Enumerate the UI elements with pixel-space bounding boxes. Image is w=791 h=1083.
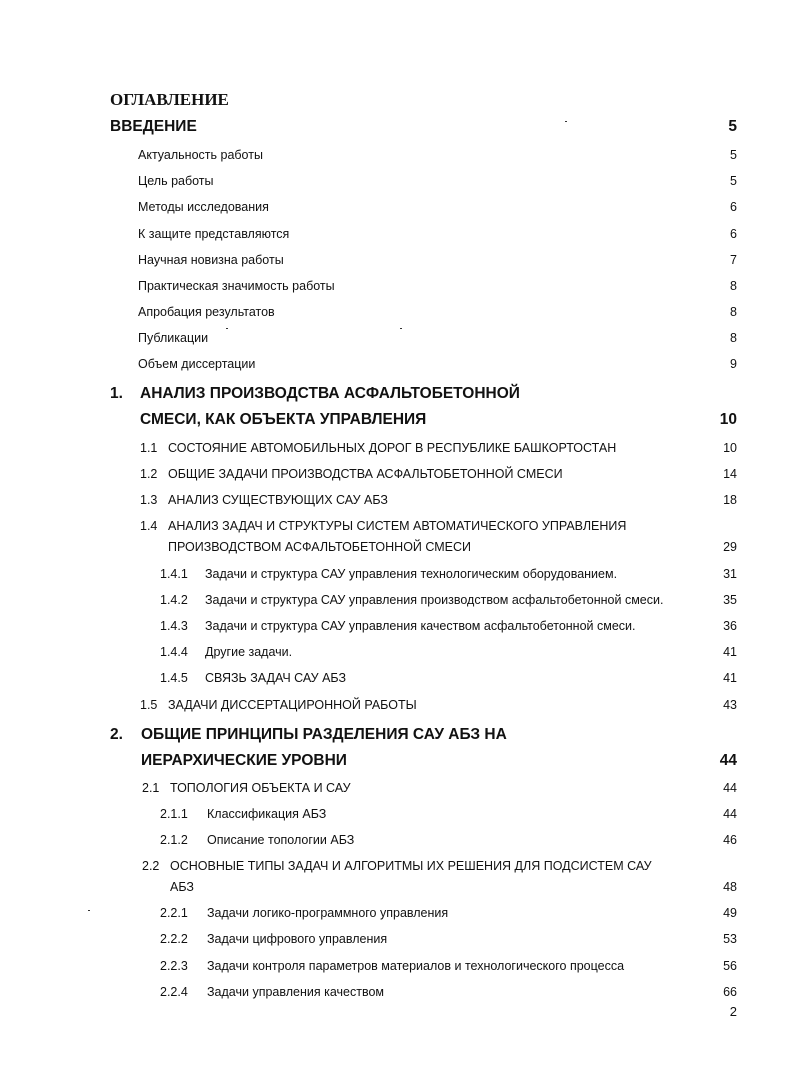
toc-entry-title: Задачи и структура САУ управления технологическим оборудованием. [205, 567, 618, 581]
toc-entry-title: Классификация АБЗ [207, 807, 327, 821]
toc-entry-title: Задачи логико-программного управления [207, 906, 449, 920]
toc-entry-title-cont: ПРОИЗВОДСТВОМ АСФАЛЬТОБЕТОННОЙ СМЕСИ [168, 540, 472, 554]
toc-entry-title: Описание топологии АБЗ [207, 833, 355, 847]
toc-entry-page: 36 [723, 619, 737, 633]
toc-entry-page: 5 [730, 174, 737, 188]
toc-entry-page: 49 [723, 906, 737, 920]
toc-entry-page: 56 [723, 959, 737, 973]
toc-entry-page: 41 [723, 645, 737, 659]
toc-entry-page: 8 [730, 305, 737, 319]
toc-entry-title: Методы исследования [138, 200, 269, 214]
toc-entry-page: 66 [723, 985, 737, 999]
toc-entry-page: 43 [723, 698, 737, 712]
toc-entry-page: 5 [728, 118, 737, 135]
toc-title: ОГЛАВЛЕНИЕ [110, 90, 229, 109]
toc-entry-page: 10 [719, 411, 737, 428]
toc-entry-title: Задачи и структура САУ управления качеством асфальтобетонной смеси. [205, 619, 636, 633]
toc-entry-page: 7 [730, 253, 737, 267]
toc-entry-title-cont: АБЗ [170, 880, 194, 894]
toc-entry-title: ВВЕДЕНИЕ [110, 118, 197, 135]
toc-entry-title: ЗАДАЧИ ДИССЕРТАЦИРОННОЙ РАБОТЫ [168, 698, 417, 712]
toc-entry-title-cont: СМЕСИ, КАК ОБЪЕКТА УПРАВЛЕНИЯ [140, 411, 427, 428]
toc-entry-title: Публикации [138, 331, 209, 345]
toc-entry-page: 8 [730, 331, 737, 345]
toc-entry-number: 1. [110, 385, 123, 402]
toc-entry-page: 46 [723, 833, 737, 847]
toc-entry-number: 1.4.2 [160, 593, 188, 607]
toc-entry-page: 14 [723, 467, 737, 481]
toc-entry-number: 1.4.4 [160, 645, 188, 659]
toc-entry-page: 6 [730, 200, 737, 214]
toc-entry-title: ОСНОВНЫЕ ТИПЫ ЗАДАЧ И АЛГОРИТМЫ ИХ РЕШЕНИЯ ДЛЯ ПОДСИСТЕМ САУ [170, 859, 652, 873]
scan-speck [400, 328, 402, 329]
toc-entry-title: Актуальность работы [138, 148, 263, 162]
scan-speck [226, 328, 228, 329]
toc-entry-title: СВЯЗЬ ЗАДАЧ САУ АБЗ [205, 671, 347, 685]
toc-entry-title: СОСТОЯНИЕ АВТОМОБИЛЬНЫХ ДОРОГ В РЕСПУБЛИКЕ БАШКОРТОСТАН [168, 441, 617, 455]
toc-entry-title: АНАЛИЗ СУЩЕСТВУЮЩИХ САУ АБЗ [168, 493, 388, 507]
toc-entry-page: 31 [723, 567, 737, 581]
toc-entry-title: Апробация результатов [138, 305, 275, 319]
toc-entry-page: 44 [719, 752, 737, 769]
toc-entry-title: АНАЛИЗ ПРОИЗВОДСТВА АСФАЛЬТОБЕТОННОЙ [140, 385, 520, 402]
toc-entry-title: Другие задачи. [205, 645, 293, 659]
toc-entry-title: Задачи и структура САУ управления производством асфальтобетонной смеси. [205, 593, 664, 607]
toc-entry-title: ОБЩИЕ ЗАДАЧИ ПРОИЗВОДСТВА АСФАЛЬТОБЕТОННОЙ СМЕСИ [168, 467, 563, 481]
toc-entry-number: 1.3 [140, 493, 158, 507]
scan-speck [88, 910, 90, 911]
toc-entry-page: 10 [723, 441, 737, 455]
toc-entry-page: 6 [730, 227, 737, 241]
toc-entry-page: 29 [723, 540, 737, 554]
toc-entry-number: 2.1.2 [160, 833, 188, 847]
toc-entry-number: 1.4.3 [160, 619, 188, 633]
toc-entry-number: 1.4 [140, 519, 158, 533]
toc-entry-title: Задачи управления качеством [207, 985, 384, 999]
toc-entry-number: 2.1.1 [160, 807, 188, 821]
toc-entry-title: Задачи цифрового управления [207, 932, 388, 946]
toc-entry-title: Объем диссертации [138, 357, 256, 371]
toc-entry-title: Практическая значимость работы [138, 279, 335, 293]
toc-entry-number: 1.1 [140, 441, 158, 455]
toc-entry-page: 44 [723, 781, 737, 795]
toc-entry-number: 1.4.1 [160, 567, 188, 581]
toc-entry-title: ТОПОЛОГИЯ ОБЪЕКТА И САУ [170, 781, 351, 795]
scan-speck [565, 121, 567, 122]
toc-entry-page: 5 [730, 148, 737, 162]
toc-entry-page: 9 [730, 357, 737, 371]
toc-entry-number: 2.2.1 [160, 906, 188, 920]
toc-entry-number: 2.2.4 [160, 985, 188, 999]
toc-entry-number: 2.2 [142, 859, 160, 873]
toc-entry-number: 2.2.2 [160, 932, 188, 946]
toc-entry-page: 53 [723, 932, 737, 946]
toc-entry-page: 48 [723, 880, 737, 894]
toc-entry-number: 2. [110, 726, 123, 743]
toc-entry-page: 44 [723, 807, 737, 821]
toc-entry-number: 1.4.5 [160, 671, 188, 685]
toc-entry-title: ОБЩИЕ ПРИНЦИПЫ РАЗДЕЛЕНИЯ САУ АБЗ НА [141, 726, 507, 743]
toc-entry-title-cont: ИЕРАРХИЧЕСКИЕ УРОВНИ [141, 752, 347, 769]
toc-entry-page: 41 [723, 671, 737, 685]
toc-entry-page: 18 [723, 493, 737, 507]
toc-entry-title: Цель работы [138, 174, 214, 188]
toc-entry-number: 1.5 [140, 698, 158, 712]
toc-entry-number: 2.2.3 [160, 959, 188, 973]
toc-entry-number: 2.1 [142, 781, 160, 795]
toc-entry-title: Задачи контроля параметров материалов и технологического процесса [207, 959, 625, 973]
toc-entry-title: К защите представляются [138, 227, 290, 241]
toc-entry-number: 1.2 [140, 467, 158, 481]
toc-entry-title: АНАЛИЗ ЗАДАЧ И СТРУКТУРЫ СИСТЕМ АВТОМАТИЧЕСКОГО УПРАВЛЕНИЯ [168, 519, 627, 533]
toc-entry-page: 8 [730, 279, 737, 293]
toc-entry-title: Научная новизна работы [138, 253, 284, 267]
page-number: 2 [729, 1004, 737, 1019]
toc-entry-page: 35 [723, 593, 737, 607]
